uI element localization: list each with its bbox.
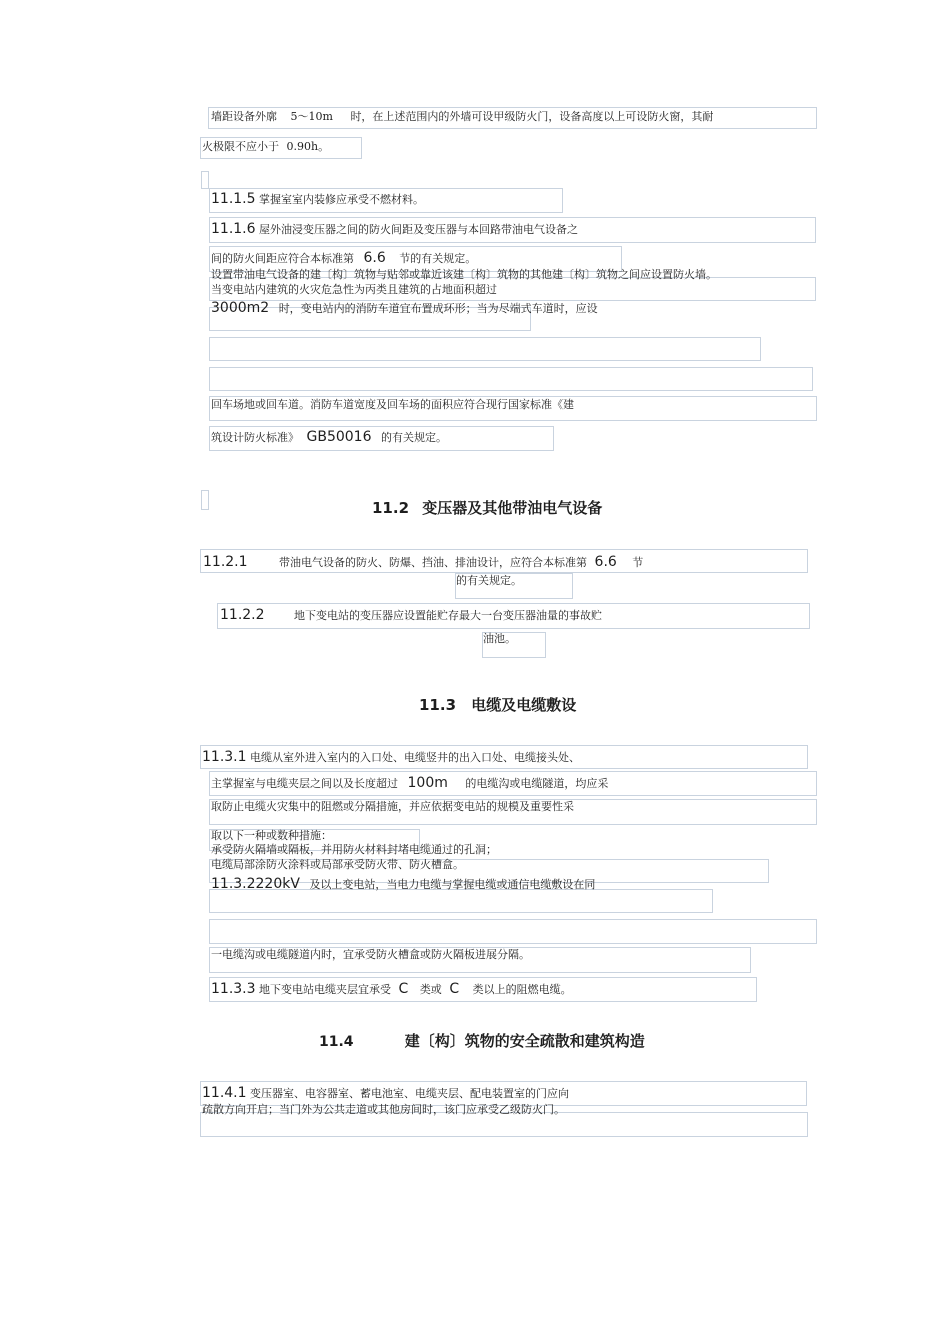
- clause-text: 变压器室、电容器室、蓄电池室、电缆夹层、配电装置室的门应向: [250, 1087, 570, 1100]
- section-reference: 6.6: [594, 554, 617, 570]
- text-segment: 火极限不应小于: [202, 140, 279, 153]
- clause-number: 11.2.1: [203, 554, 248, 570]
- text-frame: [209, 337, 761, 361]
- section-reference: 6.6: [363, 250, 386, 266]
- clause-11-3-2-line-1: [211, 877, 595, 892]
- clause-11-3-1-line-3: [211, 800, 574, 814]
- text-segment: 类以上的阻燃电缆。: [472, 983, 572, 996]
- clause-11-4-1-line-1: [202, 1086, 569, 1101]
- section-heading-11-4: [319, 1030, 645, 1051]
- clause-11-1-7: [211, 268, 717, 282]
- clause-text: 设置带油电气设备的建〔构〕筑物与贴邻或靠近该建〔构〕筑物的其他建〔构〕筑物之间应设置防火墙。: [211, 268, 717, 281]
- clause-number: 11.3.2220kV: [211, 876, 300, 892]
- text-segment: 主掌握室与电缆夹层之间以及长度超过: [211, 777, 398, 790]
- list-item: 承受防火隔墙或隔板，并用防火材料封堵电缆通过的孔洞；: [211, 843, 497, 856]
- text-segment: 。: [318, 140, 330, 153]
- text-frame: [209, 367, 813, 391]
- measure-item-1: [211, 843, 497, 857]
- clause-11-4-1-line-2: [202, 1103, 565, 1117]
- clause-text: 地下变电站的变压器应设置能贮存最大一台变压器油量的事故贮: [294, 609, 603, 622]
- clause-11-3-1-line-4: [211, 829, 332, 843]
- clause-11-1-6-line-1: [211, 222, 578, 237]
- text-segment: 的电缆沟或电缆隧道，均应采: [465, 777, 609, 790]
- text-segment: 筑设计防火标准》: [211, 431, 299, 444]
- text-segment: 节的有关规定。: [399, 252, 477, 265]
- text-segment: 疏散方向开启；当门外为公共走道或其他房间时，该门应承受乙级防火门。: [202, 1103, 565, 1116]
- text-segment: 回车场地或回车道。消防车道宽度及回车场的面积应符合现行国家标准《建: [211, 398, 574, 411]
- text-segment: 取以下一种或数种措施：: [211, 829, 332, 842]
- clause-number: 11.2.2: [220, 607, 265, 623]
- clause-number: 11.3.3: [211, 981, 256, 997]
- clause-text: 电缆从室外进入室内的入口处、电缆竖井的出入口处、电缆接头处、: [250, 751, 581, 764]
- text-segment: 间的防火间距应符合本标准第: [211, 252, 354, 265]
- cable-class: C: [398, 981, 409, 997]
- section-number: 11.4: [319, 1034, 354, 1050]
- clause-11-2-2-line-1: [220, 608, 602, 623]
- section-title: 建〔构〕筑物的安全疏散和建筑构造: [404, 1032, 645, 1050]
- clause-text: 屋外油浸变压器之间的防火间距及变压器与本回路带油电气设备之: [259, 223, 579, 236]
- clause-number: 11.1.6: [211, 221, 256, 237]
- text-segment: 节: [632, 556, 644, 569]
- clause-11-2-1-line-1: [203, 555, 643, 570]
- fire-rating-value: 0.90h: [286, 140, 319, 153]
- text-frame: [201, 171, 209, 189]
- standard-code: GB50016: [306, 429, 372, 445]
- section-heading-11-3: [419, 694, 576, 715]
- distance-range: 5～10m: [290, 110, 333, 123]
- section-number: 11.2: [372, 499, 410, 517]
- clause-text: 及以上变电站，当电力电缆与掌握电缆或通信电缆敷设在同: [309, 878, 596, 891]
- clause-number: 11.1.5: [211, 191, 256, 207]
- text-segment: 一电缆沟或电缆隧道内时，宜承受防火槽盒或防火隔板进展分隔。: [211, 948, 530, 961]
- clause-text: 带油电气设备的防火、防爆、挡油、排油设计，应符合本标准第: [279, 556, 588, 569]
- text-segment: 时，在上述范围内的外墙可设甲级防火门，设备高度以上可设防火窗，其耐: [350, 110, 714, 123]
- list-item: 电缆局部涂防火涂料或局部承受防火带、防火槽盒。: [211, 858, 464, 871]
- clause-11-1-8-line-3: [211, 398, 574, 412]
- clause-number: 11.4.1: [202, 1085, 247, 1101]
- text-segment: 墙距设备外廓: [211, 110, 277, 123]
- text-segment: 的有关规定。: [381, 431, 447, 444]
- clause-11-1-6-line-2: [211, 251, 476, 266]
- cable-class: C: [449, 981, 460, 997]
- clause-11-2-2-line-2: [483, 632, 516, 646]
- clause-11-1-5: [211, 192, 424, 207]
- clause-text: 掌握室室内装修应承受不燃材料。: [259, 193, 425, 206]
- clause-11-1-8-line-2: [211, 301, 598, 316]
- length-value: 100m: [407, 775, 448, 791]
- section-heading-11-2: [372, 497, 602, 518]
- text-frame: [201, 490, 209, 510]
- clause-11-3-3: [211, 982, 572, 997]
- clause-11-3-2-line-2: [211, 948, 530, 962]
- clause-11-1-8-line-4: [211, 430, 447, 445]
- text-segment: 油池。: [483, 632, 516, 645]
- clause-11-1-8-line-1: [211, 283, 497, 297]
- section-number: 11.3: [419, 696, 457, 714]
- text-segment: 的有关规定。: [456, 574, 522, 587]
- text-segment: 时，变电站内的消防车道宜布置成环形；当为尽端式车道时，应设: [278, 302, 598, 315]
- text-frame: [209, 889, 713, 913]
- section-title: 电缆及电缆敷设: [471, 696, 577, 714]
- text-segment: 类或: [419, 983, 442, 996]
- clause-text: 当变电站内建筑的火灾危急性为丙类且建筑的占地面积超过: [211, 283, 497, 296]
- area-value: 3000m2: [211, 300, 270, 316]
- measure-item-2: [211, 858, 464, 872]
- text-frame: [209, 919, 817, 944]
- clause-11-1-4-line-1: [211, 110, 713, 124]
- clause-text: 地下变电站电缆夹层宜承受: [259, 983, 392, 996]
- clause-number: 11.3.1: [202, 749, 247, 765]
- section-title: 变压器及其他带油电气设备: [422, 499, 603, 517]
- text-segment: 取防止电缆火灾集中的阻燃或分隔措施，并应依据变电站的规模及重要性采: [211, 800, 574, 813]
- clause-11-3-1-line-2: [211, 776, 608, 791]
- clause-11-2-1-line-2: [456, 574, 522, 588]
- clause-11-1-4-line-2: [202, 140, 329, 154]
- clause-11-3-1-line-1: [202, 750, 580, 765]
